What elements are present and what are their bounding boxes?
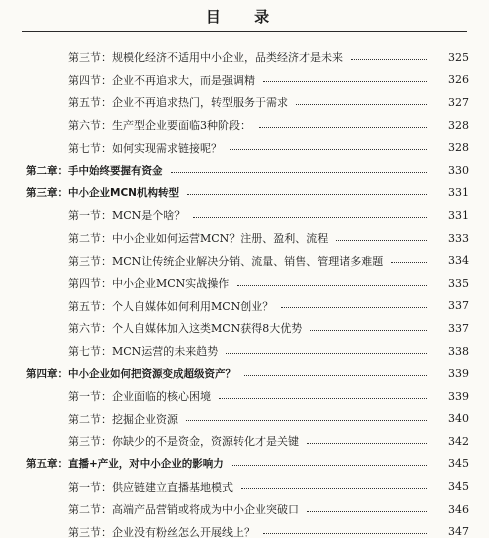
entry-title: 第四节：企业不再追求大，而是强调精 <box>68 73 255 87</box>
entry-title: 第七节：MCN运营的未来趋势 <box>68 345 219 359</box>
entry-page-number: 335 <box>448 276 469 290</box>
dot-leader <box>307 511 427 512</box>
dot-leader <box>171 172 428 173</box>
entry-title: 第四节：中小企业MCN实战操作 <box>68 277 230 291</box>
toc-section-entry <box>0 340 489 363</box>
entry-title: 第一节：企业面临的核心困境 <box>68 390 211 404</box>
dot-leader <box>219 398 427 399</box>
entry-page-number: 334 <box>448 254 469 268</box>
toc-section-entry <box>0 114 489 137</box>
entry-page-number: 326 <box>448 73 469 87</box>
dot-leader <box>186 420 427 421</box>
dot-leader <box>237 285 427 286</box>
entry-page-number: 338 <box>448 344 469 358</box>
entry-page-number: 339 <box>448 389 469 403</box>
entry-page-number: 333 <box>448 231 469 245</box>
toc-section-entry <box>0 295 489 318</box>
entry-title: 第三章：中小企业MCN机构转型 <box>26 187 179 200</box>
dot-leader <box>296 104 427 105</box>
entry-page-number: 339 <box>448 367 469 381</box>
toc-section-entry <box>0 385 489 408</box>
entry-title: 第三节：MCN让传统企业解决分销、流量、销售、管理诸多难题 <box>68 254 384 268</box>
toc-section-entry <box>0 408 489 431</box>
toc-chapter-entry <box>0 159 489 182</box>
toc-section-entry <box>0 46 489 69</box>
dot-leader <box>244 375 427 376</box>
entry-page-number: 327 <box>448 95 469 109</box>
entry-title: 第七节：如何实现需求链接呢？ <box>68 141 222 155</box>
entry-title: 第三节：你缺少的不是资金，资源转化才是关键 <box>68 435 299 449</box>
toc-chapter-entry <box>0 182 489 205</box>
entry-page-number: 328 <box>448 141 469 155</box>
toc-section-entry <box>0 475 489 498</box>
toc-section-entry <box>0 317 489 340</box>
entry-title: 第一节：供应链建立直播基地模式 <box>68 480 233 494</box>
entry-page-number: 347 <box>448 525 469 538</box>
toc-section-entry <box>0 520 489 538</box>
entry-page-number: 331 <box>448 208 469 222</box>
toc-section-entry <box>0 136 489 159</box>
entry-title: 第三节：企业没有粉丝怎么开展线上？ <box>68 525 255 538</box>
entry-title: 第二节：挖掘企业资源 <box>68 412 178 426</box>
dot-leader <box>351 59 427 60</box>
entry-page-number: 337 <box>448 299 469 313</box>
entry-page-number: 337 <box>448 321 469 335</box>
entry-page-number: 340 <box>448 412 469 426</box>
dot-leader <box>307 443 427 444</box>
dot-leader <box>193 217 427 218</box>
dot-leader <box>259 127 427 128</box>
entry-page-number: 345 <box>448 480 469 494</box>
toc-section-entry <box>0 249 489 272</box>
toc-section-entry <box>0 69 489 92</box>
dot-leader <box>187 194 427 195</box>
toc-chapter-entry <box>0 362 489 385</box>
entry-page-number: 330 <box>448 163 469 177</box>
dot-leader <box>391 262 427 263</box>
toc-chapter-entry <box>0 453 489 476</box>
toc-list <box>0 46 489 538</box>
entry-title: 第二节：高端产品营销或将成为中小企业突破口 <box>68 503 299 517</box>
entry-page-number: 346 <box>448 502 469 516</box>
dot-leader <box>226 353 427 354</box>
entry-page-number: 342 <box>448 434 469 448</box>
entry-title: 第二章：手中始终要握有资金 <box>26 164 163 177</box>
dot-leader <box>263 533 427 534</box>
entry-title: 第五章：直播+产业，对中小企业的影响力 <box>26 458 224 471</box>
page-title: 目 录 <box>205 8 284 26</box>
entry-page-number: 345 <box>448 457 469 471</box>
toc-section-entry <box>0 227 489 250</box>
entry-title: 第五节：企业不再追求热门，转型服务于需求 <box>68 96 288 110</box>
entry-title: 第一节：MCN是个啥？ <box>68 209 186 223</box>
toc-section-entry <box>0 498 489 521</box>
toc-section-entry <box>0 204 489 227</box>
entry-title: 第二节：中小企业如何运营MCN？注册、盈利、流程 <box>68 232 329 246</box>
dot-leader <box>230 149 427 150</box>
dot-leader <box>241 488 427 489</box>
toc-section-entry <box>0 430 489 453</box>
dot-leader <box>281 307 427 308</box>
entry-title: 第四章：中小企业如何把资源变成超级资产？ <box>26 368 236 381</box>
entry-title: 第三节：规模化经济不适用中小企业，品类经济才是未来 <box>68 51 343 65</box>
entry-page-number: 331 <box>448 186 469 200</box>
entry-page-number: 328 <box>448 118 469 132</box>
title-divider <box>22 31 467 32</box>
dot-leader <box>263 81 427 82</box>
entry-title: 第五节：个人自媒体如何利用MCN创业？ <box>68 299 274 313</box>
entry-title: 第六节：个人自媒体加入这类MCN获得8大优势 <box>68 322 303 336</box>
dot-leader <box>336 240 427 241</box>
dot-leader <box>232 465 427 466</box>
toc-section-entry <box>0 91 489 114</box>
entry-title: 第六节：生产型企业要面临3种阶段： <box>68 119 251 133</box>
dot-leader <box>310 330 427 331</box>
toc-section-entry <box>0 272 489 295</box>
entry-page-number: 325 <box>448 50 469 64</box>
